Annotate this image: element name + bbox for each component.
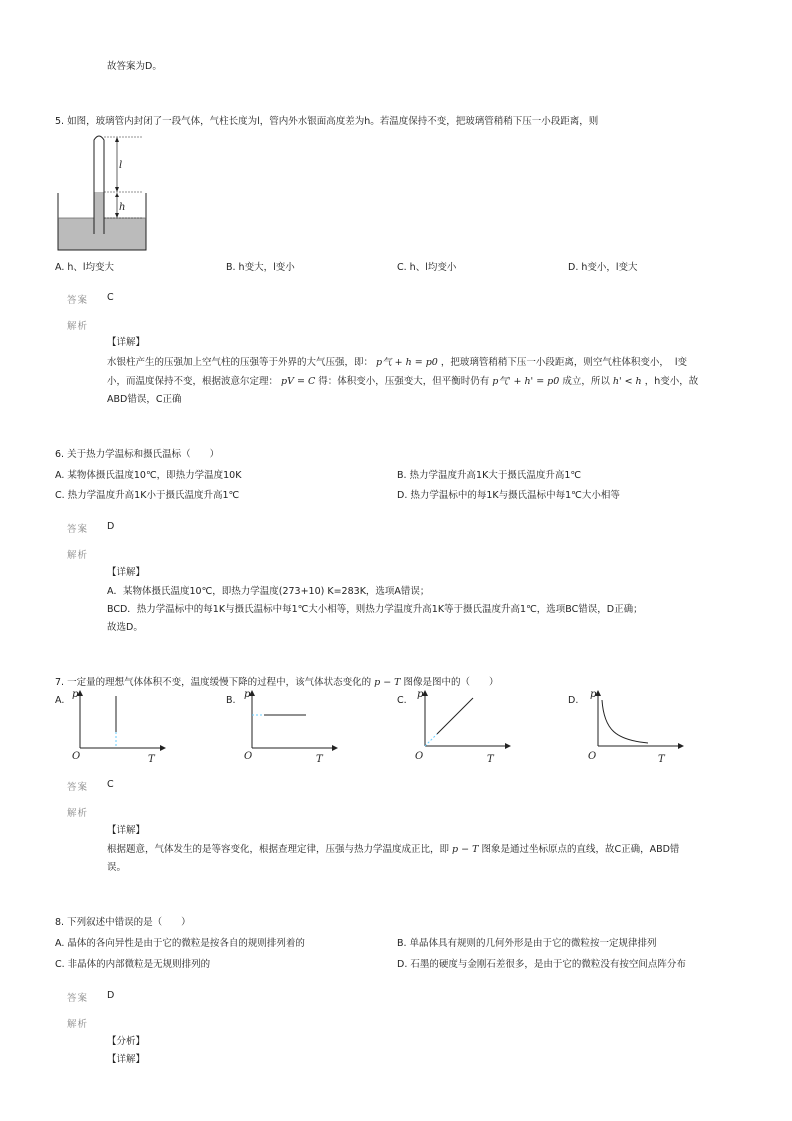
q5-analysis-label: 解析	[67, 321, 89, 332]
axis-T: T	[148, 754, 155, 765]
q7-graph-b	[234, 686, 344, 768]
q6-option-b: B. 热力学温度升高1K大于摄氏温度升高1℃	[397, 470, 582, 481]
q5-tube-figure	[55, 128, 155, 256]
q6-stem: 6. 关于热力学温标和摄氏温标（ ）	[55, 449, 220, 460]
q8-answer: D	[107, 990, 115, 1001]
q6-option-d: D. 热力学温标中的每1K与摄氏温标中每1℃大小相等	[397, 490, 620, 501]
axis-p: p	[72, 689, 79, 700]
previous-answer-conclusion: 故答案为D。	[107, 61, 162, 72]
q5-option-d: D. h变小，l变大	[568, 262, 638, 273]
q5-option-a: A. h、l均变大	[55, 262, 115, 273]
q6-option-c: C. 热力学温度升高1K小于摄氏温度升高1℃	[55, 490, 240, 501]
axis-p: p	[244, 689, 251, 700]
axis-O: O	[588, 751, 597, 762]
axis-O: O	[415, 751, 424, 762]
axis-p: p	[590, 689, 597, 700]
q5-stem: 5. 如图，玻璃管内封闭了一段气体，气柱长度为l，管内外水银面高度差为h。若温度保持不变，把玻璃管稍稍下压一小段距离，则	[55, 116, 599, 127]
q6-answer: D	[107, 521, 115, 532]
q7-formula: p − T	[374, 677, 401, 688]
mercury-column	[94, 192, 104, 234]
q6-answer-label: 答案	[67, 524, 89, 535]
axis-p: p	[417, 689, 424, 700]
q5-detail-tag: 【详解】	[107, 337, 146, 348]
label-h: h	[119, 202, 126, 213]
q5-text: ，把玻璃管稍稍下压一小段距离，则空气柱体积变小，	[440, 357, 669, 368]
axis-O: O	[72, 751, 81, 762]
q8-answer-label: 答案	[67, 993, 89, 1004]
q5-option-b: B. h变大，l变小	[226, 262, 295, 273]
q7-answer-label: 答案	[67, 782, 89, 793]
q8-stem: 8. 下列叙述中错误的是（ ）	[55, 917, 191, 928]
q7-option-d-letter: D.	[568, 695, 579, 706]
q5-text: h变小，故	[654, 376, 699, 387]
label-l: l	[119, 160, 123, 171]
q8-analysis-tag: 【分析】	[107, 1036, 146, 1047]
q7-text: 根据题意，气体发生的是等容变化，根据查理定律，压强与热力学温度成正比，即	[107, 844, 450, 855]
q7-text: 图像是图中的（ ）	[403, 677, 499, 688]
axis-O: O	[244, 751, 253, 762]
q6-option-a: A. 某物体摄氏温度10℃，即热力学温度10K	[55, 470, 242, 481]
q6-detail-tag: 【详解】	[107, 567, 146, 578]
axis-T: T	[487, 754, 494, 765]
q5-text: ，	[644, 376, 655, 387]
q7-option-c-letter: C.	[397, 695, 407, 706]
q7-option-a-letter: A.	[55, 695, 65, 706]
q5-answer-label: 答案	[67, 295, 89, 306]
q7-graph-d	[580, 686, 690, 768]
q7-graph-a	[62, 686, 172, 768]
q5-text: 成立，所以	[562, 376, 610, 387]
q6-explanation-line3: 故选D。	[107, 622, 143, 633]
q5-explanation-line1	[107, 354, 687, 368]
q7-graph-c	[407, 686, 517, 768]
q8-option-c: C. 非晶体的内部微粒是无规则排列的	[55, 959, 211, 970]
q5-text: l变	[674, 357, 687, 368]
q5-text: 水银柱产生的压强加上空气柱的压强等于外界的大气压强，即：	[107, 357, 374, 368]
q7-analysis-label: 解析	[67, 808, 89, 819]
q8-option-b: B. 单晶体具有规则的几何外形是由于它的微粒按一定规律排列	[397, 938, 657, 949]
axis-T: T	[316, 754, 323, 765]
q8-detail-tag: 【详解】	[107, 1054, 146, 1065]
q5-formula-balance: p气 + h = p0	[376, 357, 438, 368]
q5-formula-equilibrium: p气' + h' = p0	[492, 376, 560, 387]
q7-explanation-line1	[107, 841, 679, 855]
q6-explanation-line2: BCD．热力学温标中的每1K与摄氏温标中每1℃大小相等，则热力学温度升高1K等于摄氏温度升高1℃，选项BC错误，D正确；	[107, 604, 643, 615]
q6-analysis-label: 解析	[67, 550, 89, 561]
q5-option-c: C. h、l均变小	[397, 262, 457, 273]
q7-detail-tag: 【详解】	[107, 825, 146, 836]
q5-explanation-line2	[107, 373, 698, 387]
q8-option-d: D. 石墨的硬度与金刚石差很多，是由于它的微粒没有按空间点阵分布	[397, 959, 686, 970]
axis-T: T	[658, 754, 665, 765]
q8-option-a: A. 晶体的各向异性是由于它的微粒是按各自的规则排列着的	[55, 938, 305, 949]
q6-explanation-line1: A．某物体摄氏温度10℃，即热力学温度(273+10) K=283K，选项A错误；	[107, 586, 430, 597]
q5-explanation-line3: ABD错误，C正确	[107, 394, 182, 405]
q5-text: 小，而温度保持不变，根据波意尔定理：	[107, 376, 279, 387]
q7-explanation-line2: 误。	[107, 862, 127, 873]
q5-formula-boyle: pV = C	[281, 376, 316, 387]
q7-answer: C	[107, 779, 114, 790]
q7-option-b-letter: B.	[226, 695, 236, 706]
q7-text: 7. 一定量的理想气体体积不变，温度缓慢下降的过程中，该气体状态变化的	[55, 677, 372, 688]
q5-formula-h: h' < h	[612, 376, 642, 387]
q7-formula-pt: p − T	[452, 844, 479, 855]
q5-answer: C	[107, 292, 114, 303]
q7-text: 图象是通过坐标原点的直线，故C正确，ABD错	[481, 844, 680, 855]
q8-analysis-label: 解析	[67, 1019, 89, 1030]
q5-text: 得：体积变小，压强变大，但平衡时仍有	[318, 376, 490, 387]
